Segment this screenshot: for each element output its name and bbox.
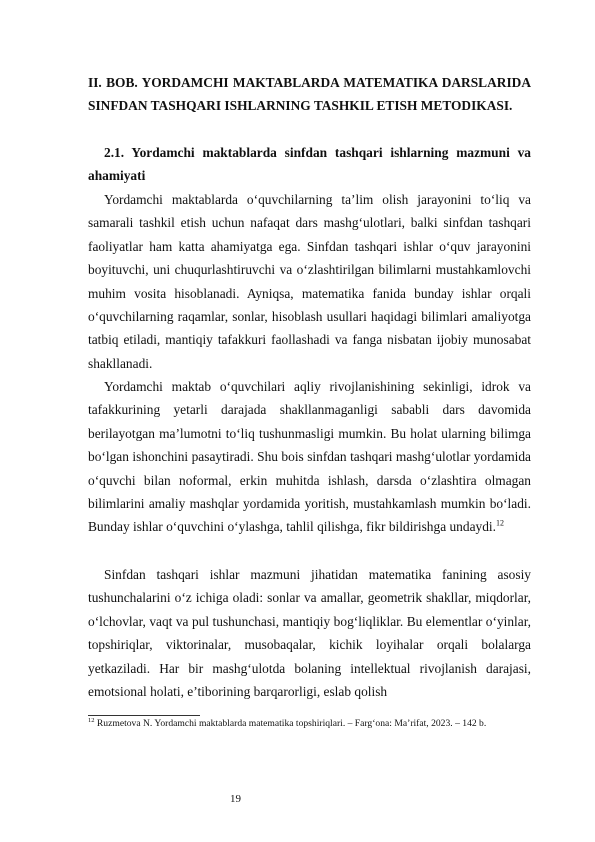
section-title: 2.1. Yordamchi maktablarda sinfdan tashqari ishlarning mazmuni va ahamiyati xyxy=(88,145,531,184)
footnote xyxy=(88,717,518,731)
paragraph-1 xyxy=(88,188,531,375)
footnote-divider xyxy=(88,715,200,716)
paragraph-1-text: Yordamchi maktablarda o‘quvchilarning ta’lim olish jarayonini to‘liq va samarali tashkil etish uchun nafaqat dars mashg‘ulotlari, balki sinfdan tashqari faoliyatlar ham katta ahamiyatga ega. Sinfdan tashqari ishlar o‘quv jarayonini boyituvchi, uni chuqurlashtiruvchi va o‘zlashtirilgan bilimlarni mustahkamlovchi muhim vosita hisoblanadi. Ayniqsa, matematika fanida bunday ishlar orqali o‘quvchilarning raqamlar, sonlar, hisoblash usullari haqidagi bilimlari amaliyotga tatbiq etiladi, mantiqiy tafakkuri faollashadi va fanga nisbatan ijobiy munosabat shakllanadi. xyxy=(88,192,531,371)
footnote-text: Ruzmetova N. Yordamchi maktablarda matematika topshiriqlari. – Farg‘ona: Ma’rifat, 2023. – 142 b. xyxy=(96,718,487,729)
paragraph-2-text: Yordamchi maktab o‘quvchilari aqliy rivojlanishining sekinligi, idrok va tafakkurining yetarli darajada shakllanmaganligi sababli dars davomida berilayotgan ma’lumotni to‘liq tushunmasligi mumkin. Bu holat ularning bilimga bo‘lgan ishonchini pasaytiradi. Shu bois sinfdan tashqari mashg‘ulotlar yordamida o‘quvchi bilan noformal, erkin muhitda ishlash, darsda o‘zlashtira olmagan bilimlarini amaliy mashqlar yordamida yoritish, mustahkamlash mumkin bo‘ladi. Bunday ishlar o‘quvchini o‘ylashga, tahlil qilishga, fikr bildirishga undaydi. xyxy=(88,379,531,535)
page-number-text: 19 xyxy=(230,793,241,805)
paragraph-3 xyxy=(88,563,531,703)
page-number xyxy=(0,793,595,805)
footnote-number: 12 xyxy=(88,716,95,724)
footnote-reference: 12 xyxy=(495,518,504,528)
paragraph-3-text: Sinfdan tashqari ishlar mazmuni jihatidan matematika fanining asosiy tushunchalarini o‘z ichiga oladi: sonlar va amallar, geometrik shakllar, miqdorlar, o‘lchovlar, vaqt va pul tushunchasi, mantiqiy bog‘liqliklar. Bu elementlar o‘yinlar, topshiriqlar, viktorinalar, musobaqalar, kichik loyihalar orqali bolalarga yetkaziladi. Har bir mashg‘ulotda bolaning intellektual rivojlanish darajasi, emotsional holati, e’tiborining barqarorligi, eslab qolish xyxy=(88,567,531,700)
paragraph-2 xyxy=(88,375,531,539)
chapter-title: II. BOB. YORDAMCHI MAKTABLARDA MATEMATIKA DARSLARIDA SINFDAN TASHQARI ISHLARNING TASHKIL ETISH METODIKASI. xyxy=(88,75,531,113)
